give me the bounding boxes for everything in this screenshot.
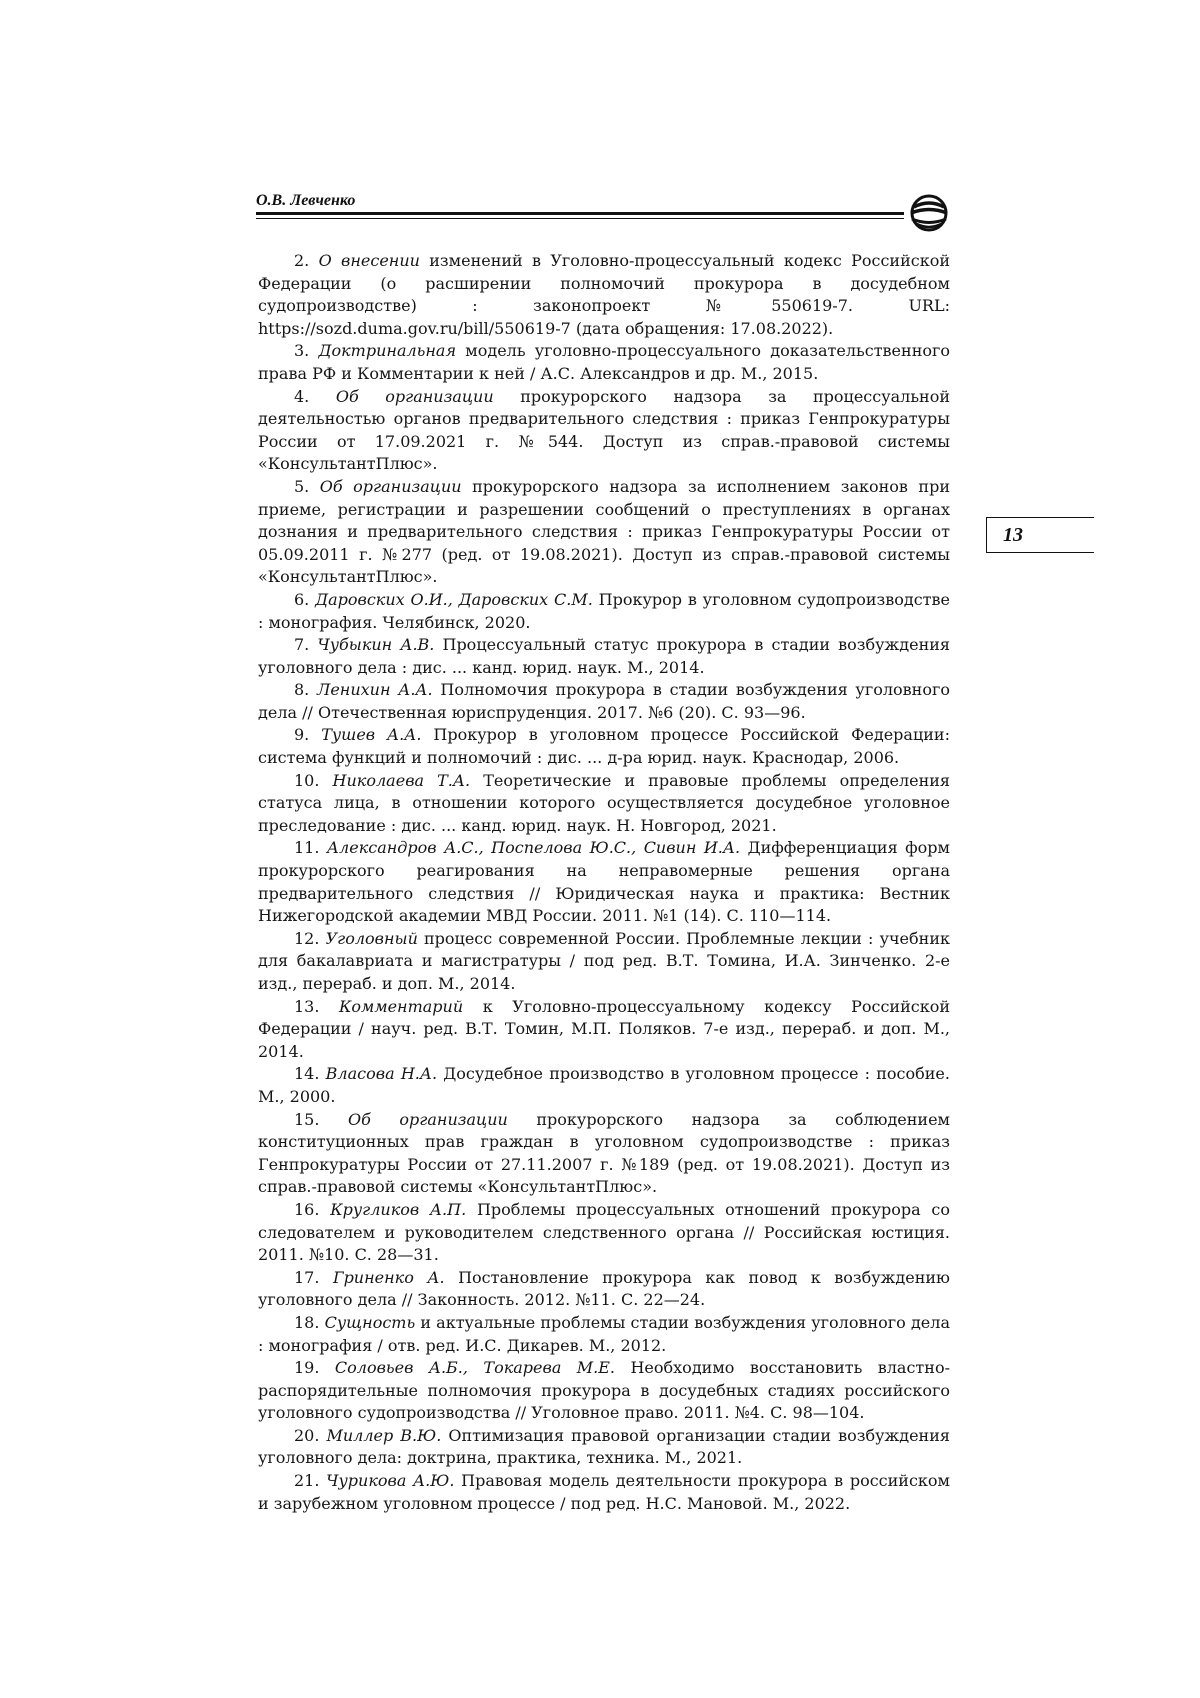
reference-item [258,634,950,679]
ref-italic: Александров А.С., Поспелова Ю.С., Сивин И.А. [326,838,741,858]
ref-text: Прокурор в уголовном судопроизводстве : монография. Челябинск, 2020. [258,589,951,632]
ref-text: Проблемы процессуальных отношений прокурора со следователем и руководителем следственного органа // Российская юстиция. 2011. №10. С. 28—31. [258,1199,950,1265]
journal-logo-icon [905,193,953,233]
reference-item [258,1312,950,1357]
ref-text: к Уголовно-процессуальному кодексу Российской Федерации / науч. ред. В.Т. Томин, М.П. Поляков. 7-е изд., перераб. и доп. М., 2014. [258,996,950,1061]
reference-item [258,1470,950,1515]
ref-number: 5. [294,476,310,496]
ref-text: прокурорского надзора за процессуальной деятельностью органов предварительного следствия : приказ Генпрокуратуры России от 17.09.2021 г. №544. Доступ из справ.-правовой системы «КонсультантПлюс». [258,386,951,474]
ref-number: 3. [294,341,310,361]
ref-italic: Уголовный [325,928,418,948]
reference-item [258,770,950,838]
ref-number: 11. [294,838,320,858]
ref-number: 18. [294,1312,320,1332]
ref-italic: Комментарий [339,996,464,1016]
ref-italic: Об организации [348,1109,508,1129]
ref-italic: Об организации [319,476,462,496]
ref-italic: Гриненко А. [332,1267,445,1287]
ref-number: 21. [294,1471,320,1491]
ref-text: Теоретические и правовые проблемы определения статуса лица, в отношении которого осуществляется досудебное уголовное преследование : дис. ... канд. юрид. наук. Н. Новгород, 2021. [258,770,950,835]
ref-text: Полномочия прокурора в стадии возбуждения уголовного дела // Отечественная юриспруденция. 2017. №6 (20). С. 93—96. [258,680,950,722]
ref-italic: Об организации [335,386,494,406]
reference-item [258,386,950,476]
ref-italic: Сущность [324,1312,416,1332]
ref-number: 2. [294,251,310,270]
reference-item [258,928,950,996]
ref-number: 13. [294,996,320,1016]
ref-number: 8. [294,680,310,700]
reference-item [258,1199,950,1267]
reference-item [258,1425,950,1470]
ref-number: 6. [294,589,310,609]
ref-text: Правовая модель деятельности прокурора в российском и зарубежном уголовном процессе / под ред. Н.С. Мановой. М., 2022. [258,1471,951,1513]
ref-text: Дифференциация форм прокурорского реагирования на неправомерные решения органа предварительного следствия // Юридическая наука и практика: Вестник Нижегородской академии МВД России. 2011. №1 (14). С. 110—114. [258,838,950,926]
reference-item [258,679,950,724]
ref-italic: О внесении [318,251,420,270]
ref-text: Процессуальный статус прокурора в стадии возбуждения уголовного дела : дис. ... канд. юрид. наук. М., 2014. [258,635,950,677]
reference-item [258,1063,950,1108]
header-rule-thick [256,212,904,215]
reference-item [258,996,950,1064]
ref-text: модель уголовно-процессуального доказательственного права РФ и Комментарии к ней / А.С. Александров и др. М., 2015. [258,341,950,383]
ref-italic: Чурикова А.Ю. [326,1471,455,1491]
reference-item [258,589,950,634]
ref-italic: Тушев А.А. [321,725,422,745]
reference-item [258,250,950,340]
ref-number: 20. [294,1425,320,1445]
reference-list [258,250,950,1515]
ref-text: изменений в Уголовно-процессуальный кодекс Российской Федерации (о расширении полномочий прокурора в досудебном судопроизводстве) : законопроект №550619-7. URL: https://sozd.duma.gov.ru/bill/550619-7 (дата обращения: 17.08.2022). [258,251,950,338]
reference-item [258,1357,950,1425]
ref-text: прокурорского надзора за соблюдением конституционных прав граждан в уголовном судопроизводстве : приказ Генпрокуратуры России от 27.11.2007 г. №189 (ред. от 19.08.2021). Доступ из справ.-правовой системы «КонсультантПлюс». [258,1109,950,1197]
ref-italic: Миллер В.Ю. [326,1425,442,1445]
running-head-author: О.В. Левченко [256,192,356,209]
ref-text: Оптимизация правовой организации стадии возбуждения уголовного дела: доктрина, практика, техника. М., 2021. [258,1425,950,1468]
page-number-box [986,517,1094,553]
ref-number: 12. [294,928,320,948]
ref-italic: Ленихин А.А. [316,680,433,700]
ref-italic: Доктринальная [318,341,457,361]
reference-item [258,340,950,385]
ref-italic: Даровских О.И., Даровских С.М. [315,589,593,609]
reference-item [258,724,950,769]
ref-text: процесс современной России. Проблемные лекции : учебник для бакалавриата и магистратуры / под ред. В.Т. Томина, И.А. Зинченко. 2-е изд., перераб. и доп. М., 2014. [258,928,950,993]
ref-number: 17. [294,1267,320,1287]
ref-number: 14. [294,1064,320,1084]
reference-item [258,1267,950,1312]
ref-italic: Чубыкин А.В. [317,635,435,655]
ref-text: Досудебное производство в уголовном процессе : пособие. М., 2000. [258,1064,950,1106]
header-rule-thin [256,218,904,219]
ref-number: 15. [294,1109,320,1129]
ref-italic: Кругликов А.П. [330,1199,467,1219]
ref-number: 9. [294,725,310,745]
ref-italic: Власова Н.А. [325,1064,438,1084]
ref-number: 7. [294,635,310,655]
ref-number: 10. [294,770,320,790]
ref-number: 19. [294,1358,320,1378]
reference-item [258,837,950,927]
ref-text: и актуальные проблемы стадии возбуждения уголовного дела : монография / отв. ред. И.С. Дикарев. М., 2012. [258,1312,950,1355]
reference-item [258,1109,950,1199]
page-number: 13 [1003,524,1023,546]
ref-text: Прокурор в уголовном процессе Российской Федерации: система функций и полномочий : дис. ... д-ра юрид. наук. Краснодар, 2006. [258,725,950,768]
ref-italic: Соловьев А.Б., Токарева М.Е. [334,1358,616,1378]
ref-number: 16. [294,1199,320,1219]
reference-item [258,476,950,589]
ref-italic: Николаева Т.А. [332,770,471,790]
ref-text: Постановление прокурора как повод к возбуждению уголовного дела // Законность. 2012. №11. С. 22—24. [258,1267,950,1310]
ref-text: Необходимо восстановить властно-распорядительные полномочия прокурора в досудебных стадиях российского уголовного судопроизводства // Уголовное право. 2011. №4. С. 98—104. [258,1358,950,1423]
ref-number: 4. [294,386,310,406]
ref-text: прокурорского надзора за исполнением законов при приеме, регистрации и разрешении сообщений о преступлениях в органах дознания и предварительного следствия : приказ Генпрокуратуры России от 05.09.2011 г. №277 (ред. от 19.08.2021). Доступ из справ.-правовой системы «КонсультантПлюс». [258,476,950,587]
